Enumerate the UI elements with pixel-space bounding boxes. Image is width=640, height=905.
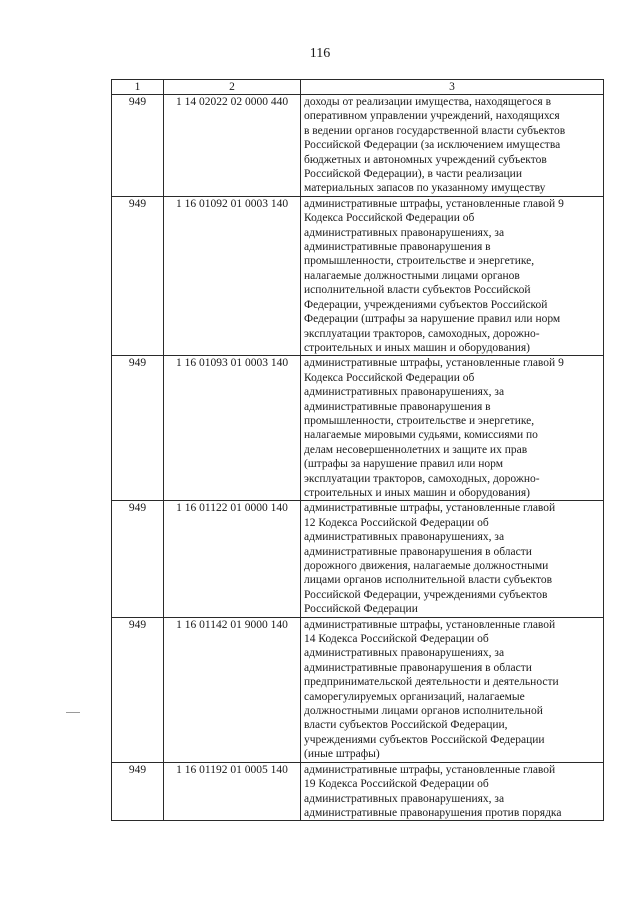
description-line: административных правонарушениях, за: [304, 792, 505, 805]
description-line: административные штрафы, установленные главой: [304, 618, 556, 631]
table-body: [112, 95, 604, 821]
description-line: административные штрафы, установленные главой 9: [304, 357, 564, 370]
page-number: 116: [309, 46, 331, 61]
description-line: промышленности, строительстве и энергетике,: [304, 414, 535, 427]
table-header-row: [112, 80, 604, 95]
revenue-description-cell: [301, 196, 604, 355]
budget-classification-code-cell: 1 16 01092 01 0003 140: [164, 196, 301, 355]
admin-code-cell: 949: [112, 617, 164, 762]
description-line: 12 Кодекса Российской Федерации об: [304, 516, 489, 529]
revenue-description-cell: [301, 762, 604, 821]
description-line: налагаемые должностными лицами органов: [304, 269, 520, 282]
description-line: учреждениями субъектов Российской Федерации: [304, 733, 545, 746]
revenue-description-cell: [301, 501, 604, 617]
description-line: Российской Федерации), в части реализации: [304, 168, 522, 181]
description-line: в ведении органов государственной власти субъектов: [304, 124, 566, 137]
description-line: административных правонарушениях, за: [304, 386, 505, 399]
column-header-2: 2: [164, 80, 301, 95]
description-line: Федерации (штрафы за нарушение правил или норм: [304, 313, 561, 326]
description-line: Федерации, учреждениями субъектов Российской: [304, 298, 548, 311]
description-line: бюджетных и автономных учреждений субъектов: [304, 153, 547, 166]
description-line: административные правонарушения в: [304, 400, 491, 413]
admin-code-cell: 949: [112, 95, 164, 197]
description-line: эксплуатации тракторов, самоходных, дорожно-: [304, 472, 540, 485]
description-line: (иные штрафы): [304, 748, 380, 761]
description-line: делам несовершеннолетних и защите их прав: [304, 443, 528, 456]
description-line: Российской Федерации, учреждениями субъектов: [304, 588, 548, 601]
scan-artifact-mark: [66, 712, 80, 713]
description-line: административные правонарушения в: [304, 241, 491, 254]
revenue-description-cell: [301, 356, 604, 501]
description-line: административные штрафы, установленные главой 9: [304, 197, 564, 210]
description-line: лицами органов исполнительной власти субъектов: [304, 574, 553, 587]
description-line: административные правонарушения в области: [304, 661, 532, 674]
description-line: эксплуатации тракторов, самоходных, дорожно-: [304, 327, 540, 340]
description-line: дорожного движения, налагаемые должностными: [304, 560, 549, 572]
table-row: [112, 356, 604, 501]
description-line: Кодекса Российской Федерации об: [304, 371, 475, 384]
budget-classification-code-cell: 1 14 02022 02 0000 440: [164, 95, 301, 197]
revenue-codes-table: [111, 79, 604, 821]
description-line: административных правонарушениях, за: [304, 647, 505, 660]
description-line: 19 Кодекса Российской Федерации об: [304, 778, 489, 791]
admin-code-cell: 949: [112, 762, 164, 821]
table-row: [112, 95, 604, 197]
description-line: оперативном управлении учреждений, находящихся: [304, 110, 560, 123]
description-line: промышленности, строительстве и энергетике,: [304, 255, 535, 268]
description-line: (штрафы за нарушение правил или норм: [304, 458, 504, 471]
description-line: административные правонарушения против порядка: [304, 806, 562, 819]
description-line: доходы от реализации имущества, находящегося в: [304, 96, 552, 108]
column-header-3: 3: [301, 80, 604, 95]
admin-code-cell: 949: [112, 356, 164, 501]
description-line: строительных и иных машин и оборудования): [304, 341, 530, 354]
description-line: налагаемые мировыми судьями, комиссиями по: [304, 429, 538, 442]
description-line: 14 Кодекса Российской Федерации об: [304, 633, 489, 646]
revenue-description-cell: [301, 617, 604, 762]
description-line: власти субъектов Российской Федерации,: [304, 719, 508, 732]
admin-code-cell: 949: [112, 501, 164, 617]
description-line: административных правонарушениях, за: [304, 226, 505, 239]
table-row: [112, 196, 604, 355]
budget-classification-code-cell: 1 16 01192 01 0005 140: [164, 762, 301, 821]
description-line: должностными лицами органов исполнительной: [304, 705, 543, 718]
description-line: административных правонарушениях, за: [304, 531, 505, 544]
description-line: административные штрафы, установленные главой: [304, 502, 556, 515]
admin-code-cell: 949: [112, 196, 164, 355]
description-line: строительных и иных машин и оборудования): [304, 486, 530, 499]
description-line: Российской Федерации: [304, 603, 418, 616]
description-line: Российской Федерации (за исключением имущества: [304, 139, 561, 152]
table-row: [112, 617, 604, 762]
description-line: административные штрафы, установленные главой: [304, 763, 556, 776]
description-line: материальных запасов по указанному имуществу: [304, 182, 546, 195]
description-line: предпринимательской деятельности и деятельности: [304, 676, 559, 689]
revenue-description-cell: [301, 95, 604, 197]
description-line: Кодекса Российской Федерации об: [304, 212, 475, 225]
budget-classification-code-cell: 1 16 01093 01 0003 140: [164, 356, 301, 501]
budget-classification-code-cell: 1 16 01122 01 0000 140: [164, 501, 301, 617]
budget-classification-code-cell: 1 16 01142 01 9000 140: [164, 617, 301, 762]
table-row: [112, 762, 604, 821]
column-header-1: 1: [112, 80, 164, 95]
description-line: административные правонарушения в области: [304, 545, 532, 558]
description-line: исполнительной власти субъектов Российской: [304, 284, 531, 297]
table-row: [112, 501, 604, 617]
description-line: саморегулируемых организаций, налагаемые: [304, 690, 525, 703]
